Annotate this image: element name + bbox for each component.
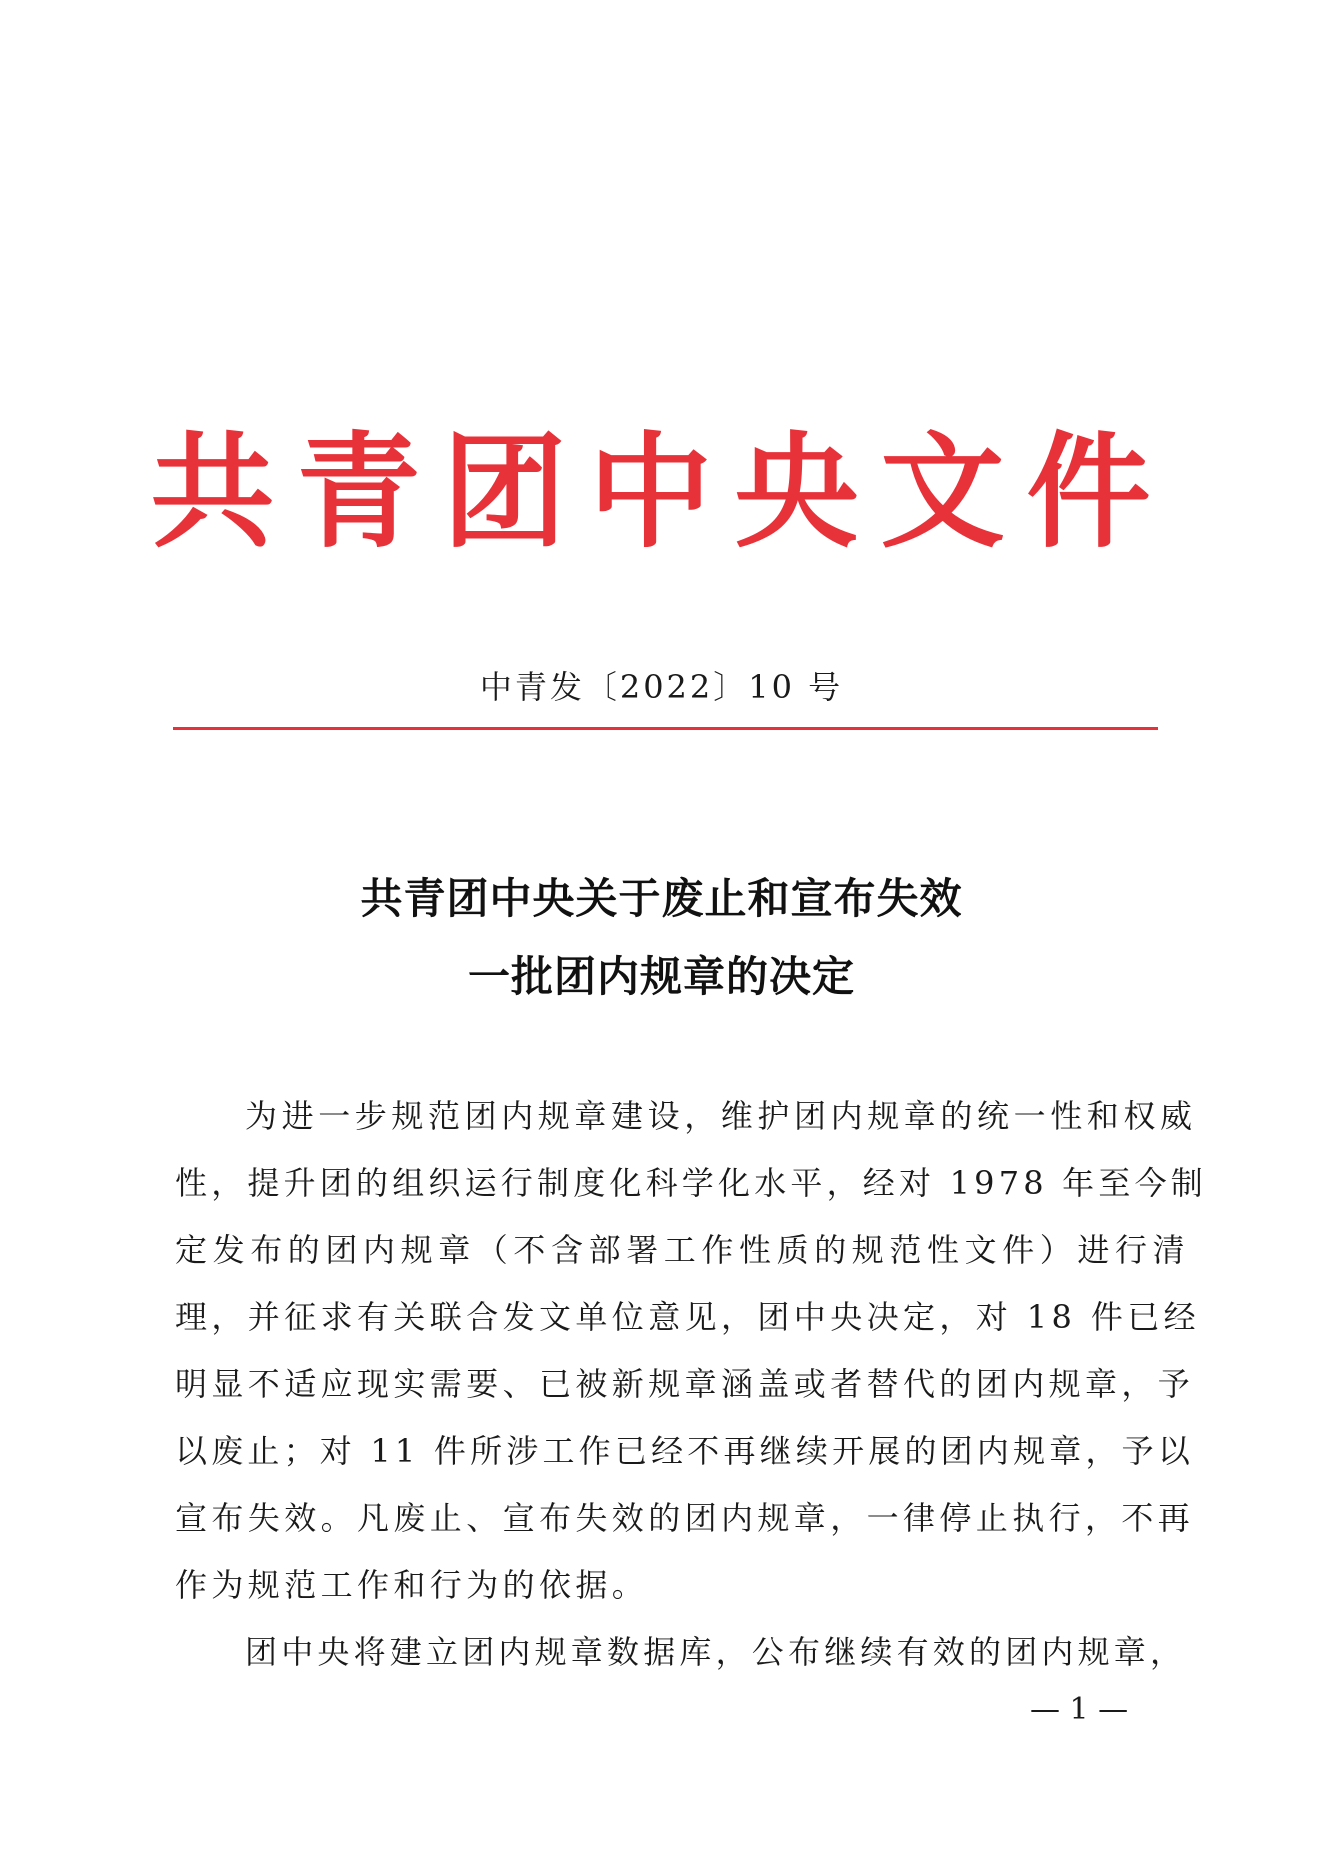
document-title-line-1: 共青团中央关于废止和宣布失效 [360, 874, 963, 923]
document-number: 中青发〔2022〕10 号 [479, 668, 844, 706]
masthead-divider-line [173, 727, 1158, 730]
document-title-line-2: 一批团内规章的决定 [467, 952, 855, 1001]
body-line-9: 团中央将建立团内规章数据库，公布继续有效的团内规章， [245, 1633, 1187, 1671]
body-line-3: 定发布的团内规章（不含部署工作性质的规范性文件）进行清 [175, 1231, 1191, 1269]
body-line-7: 宣布失效。凡废止、宣布失效的团内规章，一律停止执行，不再 [175, 1499, 1195, 1537]
body-line-1: 为进一步规范团内规章建设，维护团内规章的统一性和权威 [245, 1097, 1197, 1135]
body-line-6: 以废止；对 11 件所涉工作已经不再继续开展的团内规章，予以 [175, 1432, 1195, 1470]
body-line-4: 理，并征求有关联合发文单位意见，团中央决定，对 18 件已经 [175, 1298, 1201, 1336]
body-line-8: 作为规范工作和行为的依据。 [175, 1566, 649, 1604]
body-line-2: 性，提升团的组织运行制度化科学化水平，经对 1978 年至今制 [175, 1164, 1207, 1202]
body-line-5: 明显不适应现实需要、已被新规章涵盖或者替代的团内规章，予 [175, 1365, 1195, 1403]
document-masthead: 共青团中央文件 [150, 420, 1173, 565]
page-number: — 1 — [1030, 1692, 1129, 1727]
